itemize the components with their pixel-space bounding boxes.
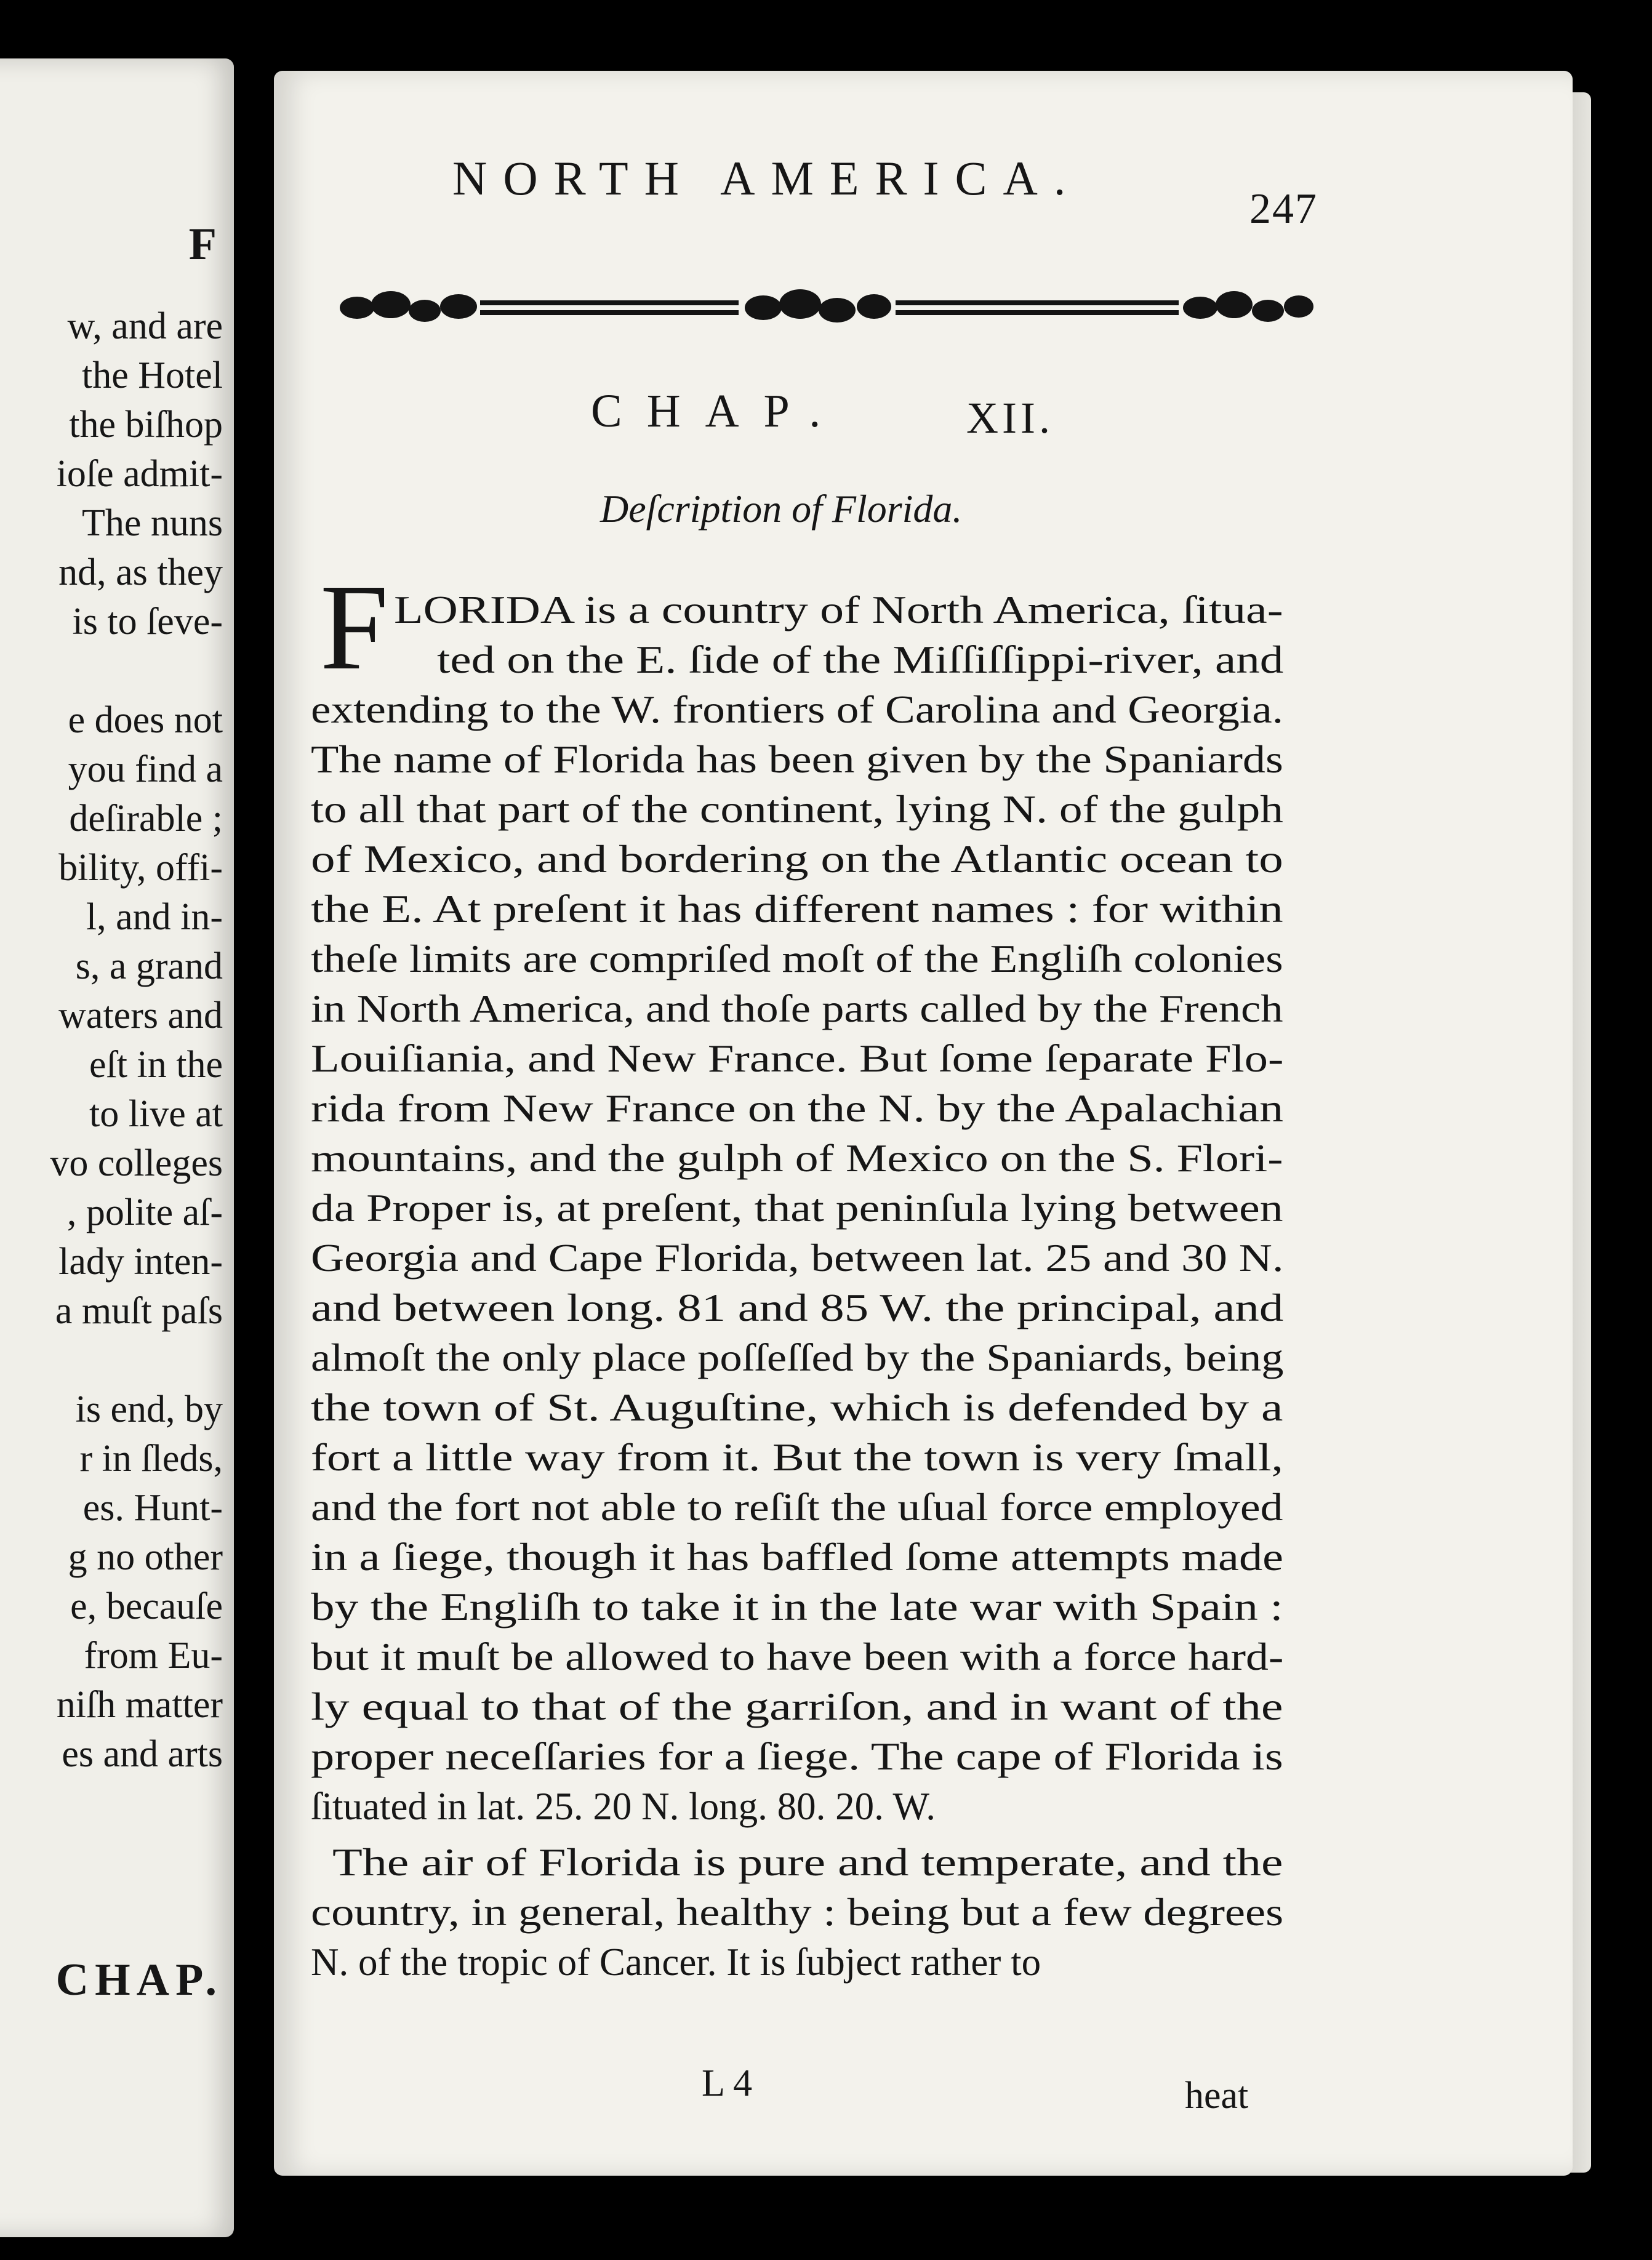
chapter-number: XII.: [966, 393, 1054, 443]
left-page-line: waters and: [58, 995, 223, 1036]
body-line: theſe limits are compriſed moſt of the Engliſh colonies: [311, 937, 1283, 980]
body-line: da Proper is, at preſent, that peninſula lying between: [311, 1187, 1283, 1230]
left-page-line: you find a: [68, 748, 223, 790]
body-line: proper neceſſaries for a ſiege. The cape of Florida is: [311, 1735, 1283, 1778]
left-page-line: s, a grand: [75, 945, 223, 987]
body-line: and the fort not able to reſiſt the uſual force employed: [311, 1486, 1283, 1529]
left-page-line: is to ſeve-: [72, 601, 223, 643]
left-page-line: r in ſleds,: [79, 1438, 223, 1480]
body-line: the town of St. Auguſtine, which is defended by a: [311, 1386, 1283, 1429]
body-line: in a ſiege, though it has baffled ſome attempts made: [311, 1536, 1283, 1579]
left-page-line: deſirable ;: [69, 798, 223, 839]
body-line: Georgia and Cape Florida, between lat. 25 and 30 N.: [311, 1236, 1284, 1280]
body-line: almoſt the only place poſſeſſed by the Spaniards, being: [311, 1336, 1284, 1379]
body-line: and between long. 81 and 85 W. the principal, and: [311, 1286, 1284, 1329]
left-page-line: bility, offi-: [58, 847, 223, 889]
left-page-line: eſt in the: [89, 1044, 223, 1086]
left-page-line: es and arts: [62, 1733, 223, 1775]
left-page-line: vo colleges: [50, 1142, 223, 1184]
left-page-line: ioſe admit-: [56, 453, 223, 495]
body-line: mountains, and the gulph of Mexico on the S. Flori-: [311, 1137, 1283, 1180]
left-page-line: g no other: [68, 1536, 223, 1578]
chapter-label: CHAP.: [591, 385, 846, 437]
body-line: to all that part of the continent, lying N. of the gulph: [311, 788, 1283, 831]
left-page-line: , polite aſ-: [66, 1192, 223, 1233]
body-line: ſituated in lat. 25. 20 N. long. 80. 20. W.: [311, 1785, 936, 1828]
left-page-line: from Eu-: [84, 1635, 223, 1677]
body-line: the E. At preſent it has different names : for within: [311, 888, 1283, 931]
signature-mark: L 4: [702, 2062, 753, 2104]
left-page-line: e does not: [68, 699, 223, 741]
left-page-line: the biſhop: [69, 404, 223, 446]
left-page-line: l, and in-: [86, 896, 223, 938]
body-line: N. of the tropic of Cancer. It is ſubject rather to: [311, 1941, 1041, 1984]
body-line: Louiſiania, and New France. But ſome ſeparate Flo-: [311, 1037, 1284, 1080]
body-line: ted on the E. ſide of the Miſſiſſippi-river, and: [437, 638, 1284, 681]
body-line: The name of Florida has been given by the Spaniards: [311, 738, 1283, 781]
left-page-line: lady inten-: [58, 1241, 223, 1283]
left-page-line: niſh matter: [56, 1684, 223, 1726]
body-line: in North America, and thoſe parts called by the French: [311, 987, 1283, 1030]
left-page-line: to live at: [89, 1093, 223, 1135]
left-page-line: e, becauſe: [70, 1585, 223, 1627]
left-page: [0, 58, 234, 2237]
left-page-line: es. Hunt-: [82, 1487, 223, 1529]
left-page-line: w, and are: [67, 305, 223, 347]
body-line: LORIDA is a country of North America, ſitua-: [394, 588, 1283, 631]
body-line: fort a little way from it. But the town is very ſmall,: [311, 1436, 1284, 1479]
left-page-line: a muſt paſs: [55, 1290, 223, 1332]
body-line: but it muſt be allowed to have been with a force hard-: [311, 1635, 1284, 1678]
body-line: extending to the W. frontiers of Carolina and Georgia.: [311, 688, 1284, 731]
body-line: of Mexico, and bordering on the Atlantic ocean to: [311, 838, 1283, 881]
body-line: ly equal to that of the garriſon, and in want of the: [311, 1685, 1283, 1728]
running-head: NORTH AMERICA.: [452, 151, 1082, 205]
left-page-line: is end, by: [75, 1388, 223, 1430]
left-page-line: CHAP.: [55, 1955, 223, 2005]
page-number: 247: [1249, 185, 1318, 233]
left-page-line: F: [188, 219, 223, 270]
body-line: by the Engliſh to take it in the late war with Spain :: [311, 1585, 1283, 1629]
body-line: country, in general, healthy : being but a few degrees: [311, 1891, 1284, 1934]
ornamental-rule: [332, 277, 1317, 339]
catchword: heat: [1185, 2075, 1249, 2117]
left-page-text: [0, 58, 234, 2237]
body-line: The air of Florida is pure and temperate, and the: [332, 1841, 1283, 1884]
section-title: Deſcription of Florida.: [600, 487, 963, 531]
body-line: rida from New France on the N. by the Apalachian: [311, 1087, 1284, 1130]
drop-cap: F: [320, 559, 389, 695]
left-page-line: the Hotel: [82, 355, 223, 396]
left-page-line: The nuns: [81, 502, 223, 544]
left-page-line: nd, as they: [58, 551, 223, 593]
